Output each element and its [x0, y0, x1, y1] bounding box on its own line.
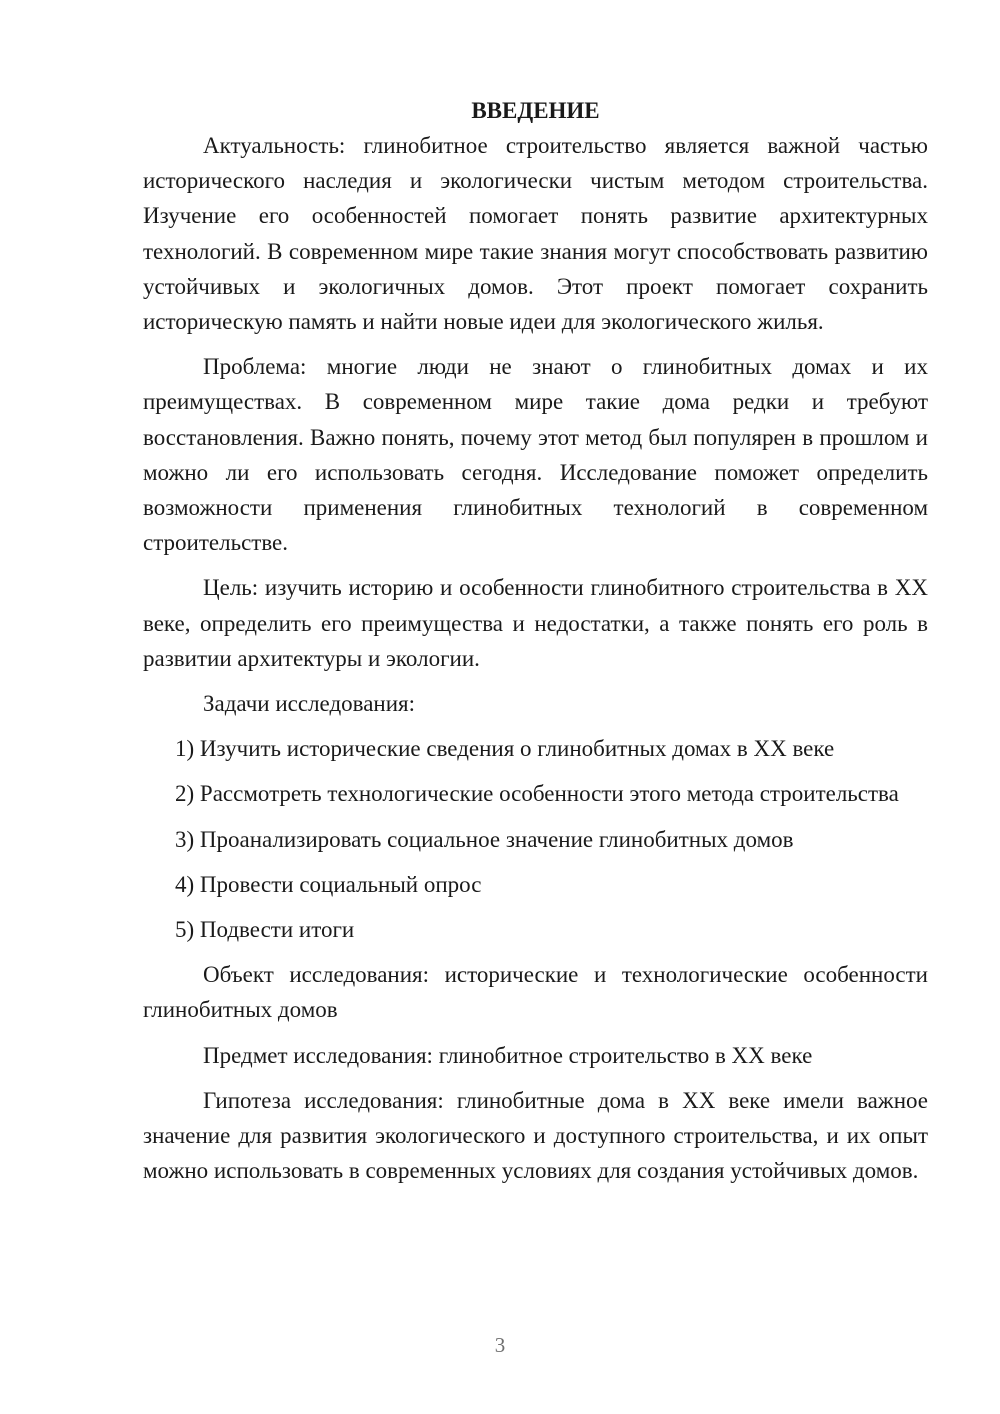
document-page	[143, 93, 928, 1188]
subject-paragraph: Предмет исследования: глинобитное строительство в XX веке	[203, 1042, 813, 1068]
task-item-2: 2) Рассмотреть технологические особенности этого метода строительства	[175, 781, 899, 807]
task-item-3: 3) Проанализировать социальное значение глинобитных домов	[175, 826, 794, 852]
tasks-title: Задачи исследования:	[203, 691, 416, 717]
task-item-5: 5) Подвести итоги	[175, 917, 355, 943]
object-paragraph: Объект исследования: исторические и технологические особенности глинобитных домов	[143, 962, 928, 1023]
page-title: ВВЕДЕНИЕ	[471, 98, 600, 123]
task-item-1: 1) Изучить исторические сведения о глинобитных домах в XX веке	[175, 736, 835, 762]
task-item-4: 4) Провести социальный опрос	[175, 871, 482, 897]
hypothesis-paragraph: Гипотеза исследования: глинобитные дома в XX веке имели важное значение для развития экологического и доступного строительства, и их опыт можно использовать в современных условиях для создания устойчивых домов.	[143, 1087, 928, 1184]
problem-paragraph: Проблема: многие люди не знают о глинобитных домах и их преимуществах. В современном мире такие дома редки и требуют восстановления. Важно понять, почему этот метод был популярен в прошлом и можно ли его использовать сегодня. Исследование поможет определить возможности применения глинобитных технологий в современном строительстве.	[143, 354, 928, 556]
goal-paragraph: Цель: изучить историю и особенности глинобитного строительства в XX веке, определить его преимущества и недостатки, а также понять его роль в развитии архитектуры и экологии.	[143, 575, 928, 671]
relevance-paragraph: Актуальность: глинобитное строительство является важной частью исторического наследия и экологически чистым методом строительства. Изучение его особенностей помогает понять развитие архитектурных технологий. В современном мире такие знания могут способствовать развитию устойчивых и экологичных домов. Этот проект помогает сохранить историческую память и найти новые идеи для экологического жилья.	[143, 133, 928, 335]
page-number: 3	[494, 1333, 506, 1357]
